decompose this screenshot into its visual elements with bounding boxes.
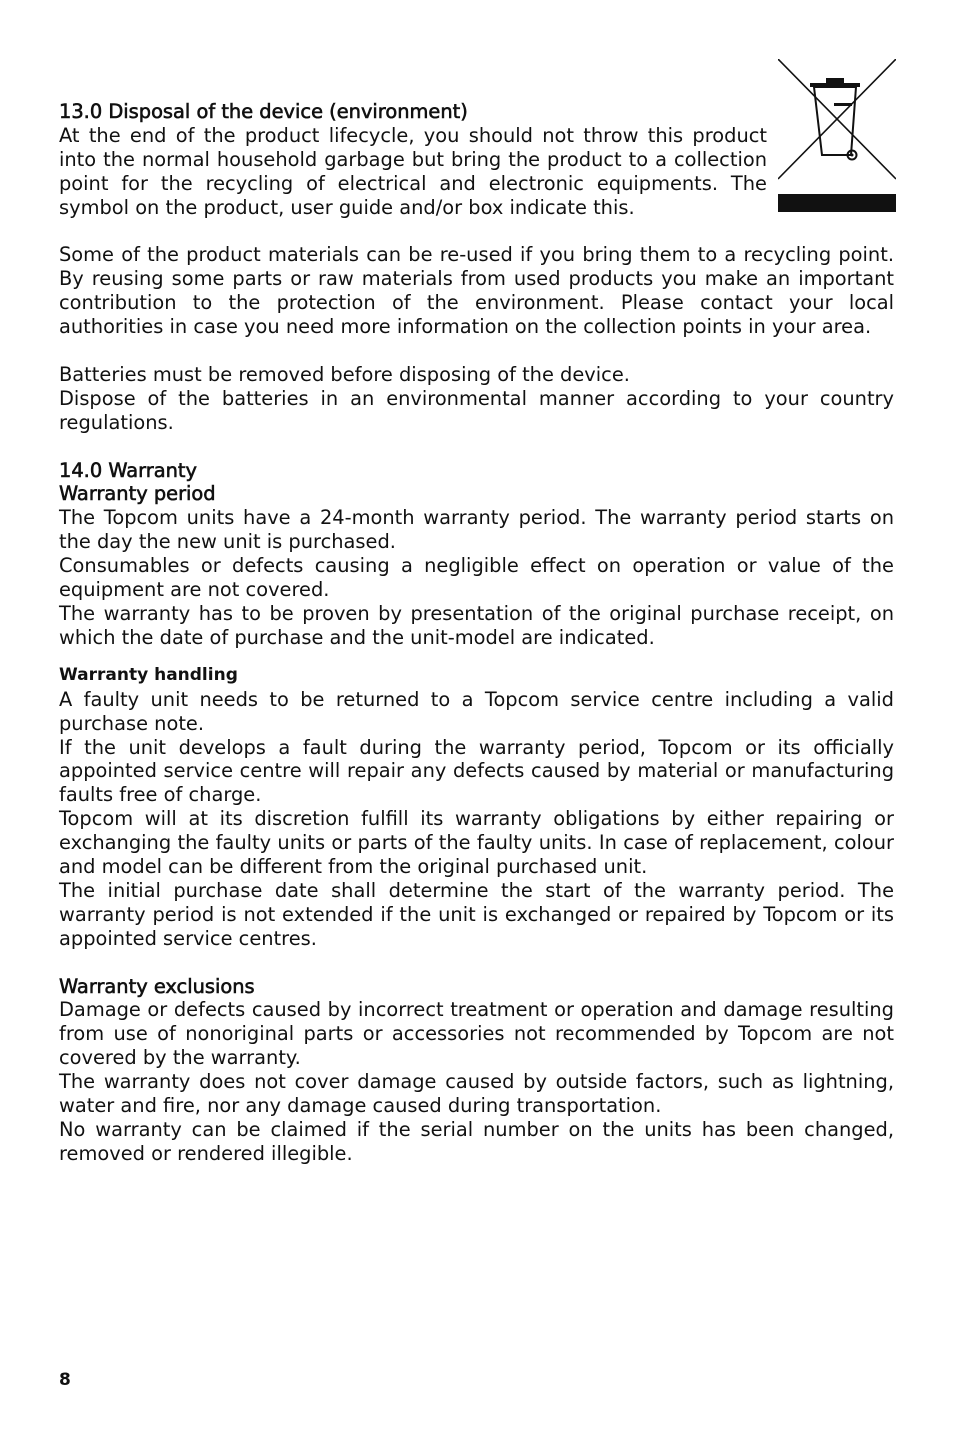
document-body: [59, 100, 894, 1166]
warranty-exclusions-paragraph-2: The warranty does not cover damage caused by outside factors, such as lightning, water and fire, nor any damage caused during transportation.: [59, 1070, 894, 1118]
section-13-paragraph-2: Some of the product materials can be re-used if you bring them to a recycling point. By reusing some parts or raw materials from used products you make an important contribution to the protection of the environment. Please contact your local authorities in case you need more information on the collection points in your area.: [59, 243, 894, 339]
section-13-paragraph-4: Dispose of the batteries in an environmental manner according to your country regulations.: [59, 386, 894, 434]
section-13-intro: [59, 100, 767, 220]
warranty-exclusions-paragraph-1: Damage or defects caused by incorrect treatment or operation and damage resulting from use of nonoriginal parts or accessories not recommended by Topcom are not covered by the warranty.: [59, 998, 894, 1070]
section-13-heading: 13.0 Disposal of the device (environment): [59, 100, 468, 123]
section-13-paragraph-1: At the end of the product lifecycle, you should not throw this product into the normal household garbage but bring the product to a collection point for the recycling of electrical and electronic equipments. The symbol on the product, user guide and/or box indicate this.: [59, 123, 767, 219]
warranty-handling-paragraph-4: The initial purchase date shall determine the start of the warranty period. The warranty period is not extended if the unit is exchanged or repaired by Topcom or its appointed service centres.: [59, 878, 894, 950]
warranty-handling-paragraph-1: A faulty unit needs to be returned to a Topcom service centre including a valid purchase note.: [59, 687, 894, 735]
warranty-handling-paragraph-3: Topcom will at its discretion fulfill its warranty obligations by either repairing or exchanging the faulty units or parts of the faulty units. In case of replacement, colour and model can be different from the original purchased unit.: [59, 807, 894, 879]
page-number: 8: [59, 1370, 71, 1390]
warranty-handling-heading: Warranty handling: [59, 664, 238, 685]
warranty-period-paragraph-1: The Topcom units have a 24-month warranty period. The warranty period starts on the day the new unit is purchased.: [59, 506, 894, 554]
warranty-period-paragraph-2: Consumables or defects causing a negligible effect on operation or value of the equipment are not covered.: [59, 554, 894, 602]
warranty-period-heading: Warranty period: [59, 482, 216, 506]
section-13-paragraph-3: Batteries must be removed before disposing of the device.: [59, 362, 630, 386]
warranty-exclusions-heading: Warranty exclusions: [59, 974, 255, 998]
warranty-period-paragraph-3: The warranty has to be proven by presentation of the original purchase receipt, on which the date of purchase and the unit-model are indicated.: [59, 601, 894, 649]
warranty-exclusions-paragraph-3: No warranty can be claimed if the serial number on the units has been changed, removed or rendered illegible.: [59, 1118, 894, 1165]
warranty-handling-paragraph-2: If the unit develops a fault during the warranty period, Topcom or its officially appointed service centre will repair any defects caused by material or manufacturing faults free of charge.: [59, 735, 894, 807]
section-14-heading: 14.0 Warranty: [59, 458, 198, 482]
